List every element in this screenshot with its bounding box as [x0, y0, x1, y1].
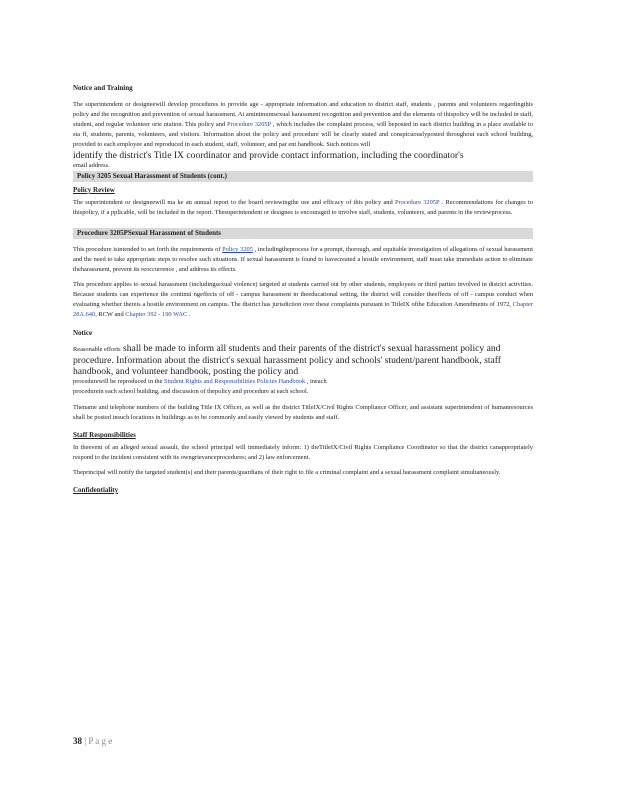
- text: . Recommendations for changes to thispolicy, if a pplicable, will be included in the report. Thesuperintendent or designee is encouraged to involve staff, students, volunteers, and parents in the reviewprocess.: [73, 199, 533, 216]
- text: This procedure isintended to set forth the requirements of: [73, 246, 221, 253]
- policy-link[interactable]: Policy 3205: [222, 246, 253, 253]
- text: email address.: [73, 162, 110, 169]
- text: .: [188, 311, 191, 318]
- procedure-link[interactable]: Procedure 3205P: [227, 121, 271, 128]
- section-heading-notice: Notice: [73, 329, 93, 337]
- text: RCW and: [98, 311, 124, 318]
- document-page: [73, 84, 533, 494]
- paragraph: [73, 280, 533, 320]
- chapter-link[interactable]: Chapter 392 - 190 WAC: [125, 311, 188, 318]
- text: Reasonable efforts: [73, 346, 121, 353]
- paragraph: [73, 245, 533, 275]
- text: , which includes the complaint process, will beposted in each district building in a place available to sta ff, students, parents, volunteers, and visitors. Information about the policy and procedure will be clearly stated and conspicuouslyposted throughout each school building, provided to each employee and reproduced in each student, staff, volunteer, and par ent handbook. Such notices will: [73, 121, 533, 148]
- page-footer: [73, 736, 112, 746]
- section-heading-staff-responsibilities: Staff Responsibilities: [73, 431, 136, 439]
- paragraph: Theprincipal will notify the targeted student(s) and their parents/guardians of their right to file a criminal complaint and a sexual harassment complaint simultaneously.: [73, 469, 501, 476]
- handbook-link[interactable]: Student Rights and Responsibilities Policies Handbook: [164, 378, 306, 385]
- paragraph: In theevent of an alleged sexual assault, the school principal will immediately inform: 1) theTitleIX/Civil Rights Compliance Coordinator so that the district canappropriately respond to the incident consistent with its owngrievanceprocedures; and 2) law enforcement.: [73, 444, 533, 461]
- chapter-link[interactable]: Chapter 28A.640,: [73, 301, 533, 318]
- text: , includingtheprocess for a prompt, thorough, and equitable investigation of allegations of sexual harassment and the need to take appropriate steps to resolve such situations. If sexual harassment is found to havecreated a hostile environment, staff must take immediate action to eliminate theharassment, prevent its reoccurrence , and address its effects.: [73, 246, 533, 273]
- text: This procedure applies to sexual harassment (includingsexual violence) targeted at students carried out by other students, employees or third parties involved in district activities. Because students can experience the continui ngeffects of off - campus harassment in theeducational setting, the district will consider theeffects of off - campus conduct when evaluating whether thereis a hostile environment on campus. The district has jurisdiction over these complaints pursuant to TitleIX ofthe Education Amendments of 1972,: [73, 281, 533, 308]
- paragraph: Thename and telephone numbers of the building Title IX Officer, as well as the district TitleIX/Civil Rights Compliance Officer, and assistant superintendent of humanresources shall be posted insuch locations in buildings as to be commonly and easily viewed by students and staff.: [73, 404, 533, 421]
- text: , ineach: [306, 378, 327, 385]
- page-label: P a g e: [88, 736, 113, 746]
- paragraph: [73, 100, 533, 150]
- section-bar-procedure: Procedure 3205PSexual Harassment of Students: [73, 228, 533, 239]
- paragraph-large-text: [73, 343, 533, 377]
- section-bar-policy-cont: Policy 3205 Sexual Harassment of Students (cont.): [73, 171, 533, 182]
- text: procedurein each school building, and discussion of thepolicy and procedure at each school.: [73, 388, 309, 395]
- section-heading-confidentiality: Confidentiality: [73, 486, 119, 494]
- paragraph-large-text: identify the district's Title IX coordinator and provide contact information, including the coordinator's: [73, 150, 464, 161]
- text: shall be made to inform all students and their parents of the district's sexual harassment policy and procedure. Information about the district's sexual harassment policy and schools' student/parent handbook, staff handbook, and volunteer handbook, posting the policy and: [73, 343, 501, 377]
- procedure-link[interactable]: Procedure 3205P: [395, 199, 440, 206]
- section-heading-notice-training: Notice and Training: [73, 84, 133, 92]
- text: The superintendent or designeewill ma ke an annual report to the board reviewingthe use and efficacy of this policy and: [73, 199, 393, 206]
- footer-separator: |: [84, 736, 87, 746]
- paragraph: [73, 377, 533, 387]
- paragraph: [73, 198, 533, 218]
- page-number: 38: [73, 736, 82, 746]
- text: procedurewill be reproduced in the: [73, 378, 163, 385]
- section-heading-policy-review: Policy Review: [73, 186, 115, 194]
- text: The superintendent or designeewill develop procedures to provide age - appropriate information and education to district staff, students , parents and volunteers regardingthis policy and the recognition and prevention of sexual harassment. At aminimumsexual harassment recognition and prevention and the elements of thispolicy will be included in staff, student, and regular volunteer orie ntation. This policy and: [73, 101, 533, 128]
